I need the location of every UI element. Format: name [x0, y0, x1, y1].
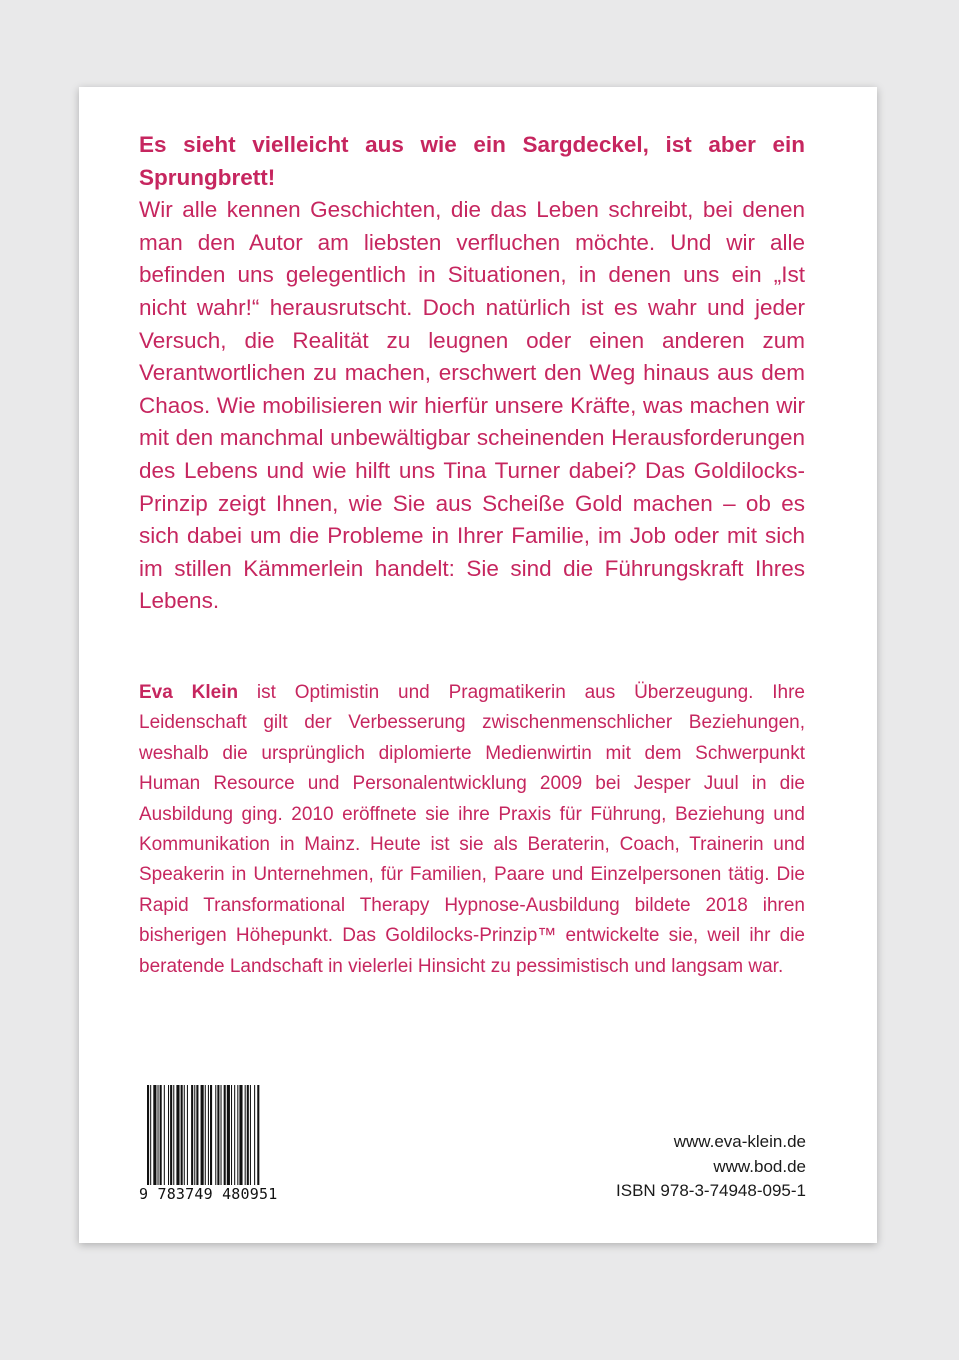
- barcode-bars: [139, 1085, 279, 1185]
- blurb-headline: Es sieht vielleicht aus wie ein Sargdeckel, ist aber ein Sprungbrett!: [139, 132, 805, 190]
- author-website: www.eva-klein.de: [673, 1132, 806, 1151]
- back-cover: [79, 87, 877, 1243]
- author-name: Eva Klein: [139, 682, 239, 703]
- blurb-body: Wir alle kennen Geschichten, die das Leben schreibt, bei denen man den Autor am liebsten verfluchen möchte. Und wir alle befinden uns gelegentlich in Situationen, in denen uns ein „Ist nicht wahr!“ herausrutscht. Doch natürlich ist es wahr und jeder Versuch, die Realität zu leugnen oder einen anderen zum Verantwortlichen zu machen, erschwert den Weg hinaus aus dem Chaos. Wie mobilisieren wir hierfür unsere Kräfte, was machen wir mit den manchmal unbewältigbar scheinenden Herausforderungen des Lebens und wie hilft uns Tina Turner dabei? Das Goldilocks-Prinzip zeigt Ihnen, wie Sie aus Scheiße Gold machen – ob es sich dabei um die Probleme in Ihrer Familie, im Job oder mit sich im stillen Kämmerlein handelt: Sie sind die Führungskraft Ihres Lebens.: [139, 197, 805, 614]
- isbn-barcode: [139, 1085, 279, 1203]
- blurb: [139, 129, 805, 618]
- author-bio: [139, 678, 805, 982]
- isbn-label: ISBN 978-3-74948-095-1: [616, 1181, 806, 1200]
- imprint: [616, 1130, 806, 1204]
- author-bio-text: ist Optimistin und Pragmatikerin aus Überzeugung. Ihre Leidenschaft gilt der Verbesserung zwischenmenschlicher Beziehungen, weshalb die ursprünglich diplomierte Medienwirtin mit dem Schwerpunkt Human Resource und Personalentwicklung 2009 bei Jesper Juul in die Ausbildung ging. 2010 eröffnete sie ihre Praxis für Führung, Beziehung und Kommunikation in Mainz. Heute ist sie als Beraterin, Coach, Trainerin und Speakerin in Unternehmen, für Familien, Paare und Einzelpersonen tätig. Die Rapid Transformational Therapy Hypnose-Ausbildung bildete 2018 ihren bisherigen Höhepunkt. Das Goldilocks-Prinzip™ entwickelte sie, weil ihr die beratende Landschaft in vielerlei Hinsicht zu pessimistisch und langsam war.: [139, 682, 805, 977]
- barcode-digits: 9 783749 480951: [139, 1185, 278, 1203]
- publisher-website: www.bod.de: [713, 1156, 806, 1176]
